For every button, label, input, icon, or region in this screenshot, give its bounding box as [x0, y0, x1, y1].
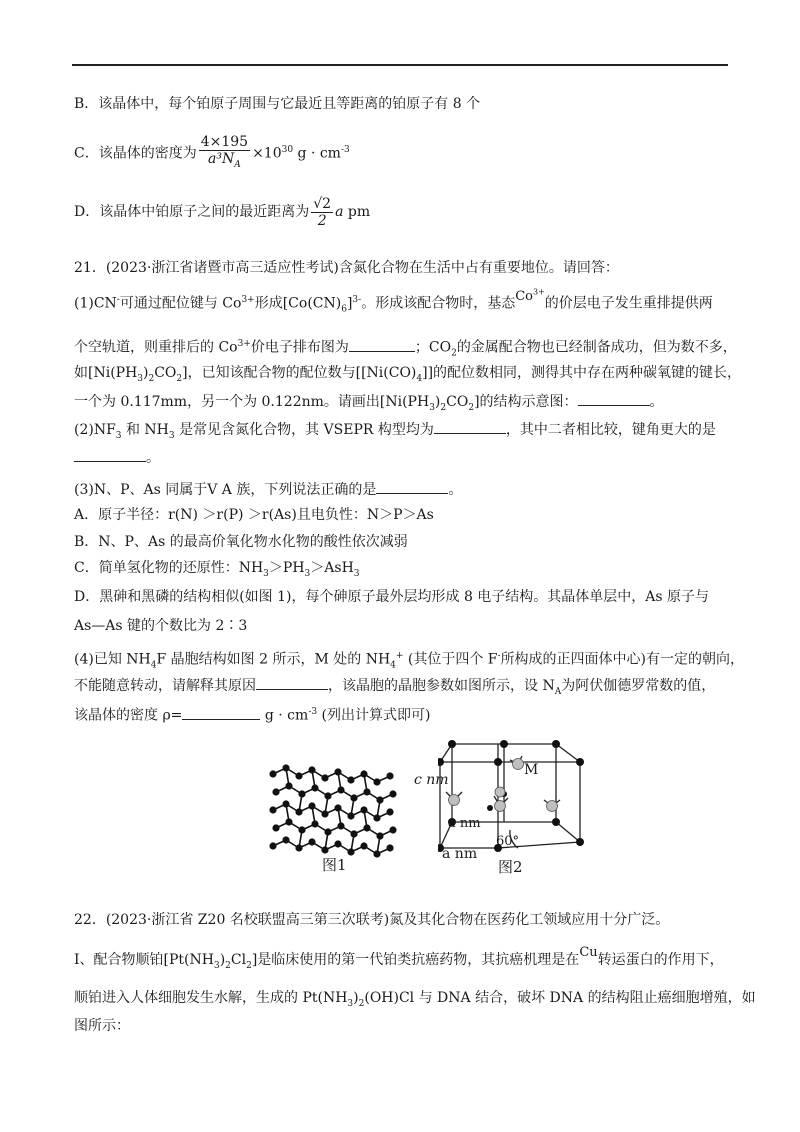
answer-blank-3[interactable] — [434, 419, 506, 434]
q22-header: 22．(2023·浙江省 Z20 名校联盟高三第三次联考)氮及其化合物在医药化工领域应用十分广泛。 — [74, 912, 670, 928]
q21-part4-line2: 不能随意转动，请解释其原因 ，该晶胞的晶胞参数如图所示，设 $N_A$为阿伏伽德罗常数的值， — [74, 675, 715, 702]
label-m: M — [524, 762, 539, 778]
q21-part2-line2: 。 — [74, 447, 160, 468]
q21-header: 21．(2023·浙江省诸暨市高三适应性考试)含氮化合物在生活中占有重要地位。请回答： — [74, 260, 619, 276]
q22-line2: 顺铂进入人体细胞发生水解，生成的 $Pt(NH_3)_2(OH)Cl$ 与 DNA 结合，破坏 DNA 的结构阻止癌细胞增殖，如 — [74, 990, 756, 1009]
answer-blank-7[interactable] — [182, 705, 260, 720]
label-a-nm-outer: a nm — [442, 846, 478, 862]
q20-option-c: C．该晶体的密度为 $\frac{4\times 195}{a^3N_A}$ $\times 10^{30}$ $g \cdot cm^{-3}$ — [74, 130, 350, 170]
q21-option-a: A．原子半径：r(N) ＞r(P) ＞r(As)且电负性：N＞P＞As — [74, 507, 434, 523]
label-c-nm: c nm — [414, 772, 449, 788]
top-rule — [72, 64, 728, 66]
q21-option-b: B．N、P、As 的最高价氧化物水化物的酸性依次减弱 — [74, 534, 408, 550]
figure-1-black-phosphorus-layer — [268, 764, 398, 864]
distance-fraction: $\frac{√2}{2}$ — [313, 195, 332, 229]
q22-line1: I、配合物顺铂$[Pt(NH_3)_2Cl_2]$是临床使用的第一代铂类抗癌药物，其抗癌机理是在Cu转运蛋白的作用下， — [74, 945, 724, 971]
label-a-nm-inner: a nm — [448, 816, 481, 831]
q21-part1-line4: 一个为 0.117mm，另一个为 0.122nm。请画出$[Ni(PH_3)_2CO_2]$的结构示意图： 。 — [74, 391, 664, 418]
q21-part2-line1: $(2)NF_3$ 和 $NH_3$ 是常见含氮化合物，其 VSEPR 构型均为 ，其中二者相比较，键角更大的是 — [74, 419, 716, 446]
q20-option-d: D．该晶体中铂原子之间的最近距离为 $\frac{√2}{2}$ a pm — [74, 195, 371, 229]
q21-part3: (3)N、P、As 同属于Ⅴ A 族，下列说法正确的是 。 — [74, 479, 462, 500]
q21-part1-line2: 个空轨道，则重排后的 $Co^{3+}$价电子排布图为 ；$CO_2$的金属配合物也已经制备成功，但为数不多， — [74, 334, 737, 363]
label-angle: 60° — [496, 834, 520, 849]
q21-part4-line1: (4)已知 $NH_4F$ 晶胞结构如图 2 所示，M 处的 $NH_4^+$ (其位于四个 F-所构成的正四面体中心)有一定的朝向， — [74, 651, 745, 671]
figure-1-caption: 图1 — [322, 856, 347, 874]
q21-option-d-line1: D．黑砷和黑磷的结构相似(如图 1)，每个砷原子最外层均形成 8 电子结构。其晶体单层中，As 原子与 — [74, 589, 710, 605]
q21-part1-line1: (1)CN-可通过配位键与 $Co^{3+}$形成$[Co(CN)_6]^{3-}$。形成该配合物时，基态$Co^{3+}$的价层电子发生重排提供两 — [74, 287, 713, 315]
figure-2-caption: 图2 — [498, 858, 523, 876]
q20-option-b: B．该晶体中，每个铂原子周围与它最近且等距离的铂原子有 8 个 — [74, 96, 481, 112]
q22-line3: 图所示： — [74, 1018, 130, 1034]
answer-blank-5[interactable] — [376, 479, 448, 494]
answer-blank-1[interactable] — [349, 337, 415, 352]
answer-blank-6[interactable] — [256, 675, 328, 690]
q21-part4-line3: 该晶体的密度 $\rho= g \cdot cm^{-3}$ (列出计算式即可) — [74, 702, 430, 726]
q21-part1-line3: 如$[Ni(PH_3)_2CO_2]$，已知该配合物的配位数与$[[Ni(CO)_4]]$的配位数相同，测得其中存在两种碳氧键的键长， — [74, 365, 742, 384]
answer-blank-4[interactable] — [74, 447, 146, 462]
density-fraction: $\frac{4\times 195}{a^3N_A}$ — [200, 134, 249, 171]
answer-blank-2[interactable] — [578, 391, 650, 406]
figures-area — [262, 734, 592, 884]
q21-option-d-line2: As—As 键的个数比为 2∶3 — [74, 618, 248, 634]
q21-option-c: C．简单氢化物的还原性：$NH_3>PH_3>AsH_3$ — [74, 560, 360, 579]
